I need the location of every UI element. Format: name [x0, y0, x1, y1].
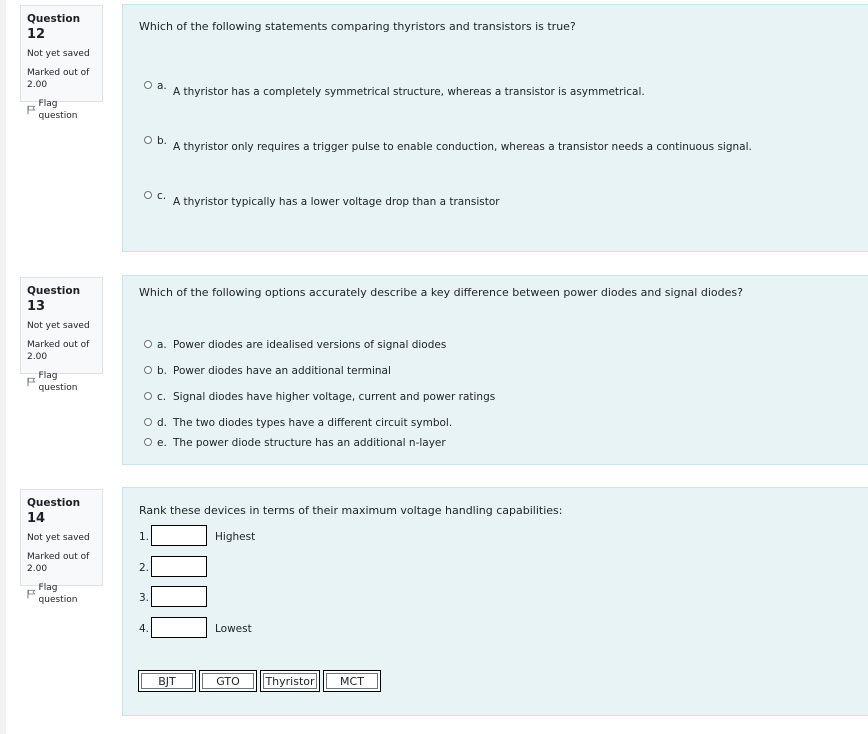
flag-icon — [27, 377, 36, 387]
rank-label-lowest: Lowest — [215, 623, 252, 635]
question-13-state: Not yet saved — [27, 321, 90, 331]
question-13-option-c[interactable]: c. Signal diodes have higher voltage, current and power ratings — [144, 391, 495, 403]
question-13-option-e[interactable]: e. The power diode structure has an additional n-layer — [144, 437, 446, 449]
rank-index-1: 1. — [139, 531, 150, 543]
radio-button[interactable] — [144, 81, 152, 89]
question-12-option-c[interactable]: c. A thyristor typically has a lower voltage drop than a transistor — [144, 190, 500, 208]
question-12-option-a[interactable]: a. A thyristor has a completely symmetrical structure, whereas a transistor is asymmetrical. — [144, 80, 645, 98]
question-13-option-a[interactable]: a. Power diodes are idealised versions of signal diodes — [144, 339, 446, 351]
question-14-flag-button[interactable]: Flag question — [27, 582, 96, 606]
question-12-state: Not yet saved — [27, 49, 90, 59]
drag-choice-gto[interactable]: GTO — [199, 670, 257, 692]
question-12-info — [20, 5, 103, 121]
question-12-grade: Marked out of 2.00 — [27, 68, 90, 90]
question-14-text: Rank these devices in terms of their maximum voltage handling capabilities: — [139, 504, 563, 517]
question-14-number: Question 14 — [27, 497, 81, 526]
drag-choice-bjt[interactable]: BJT — [138, 670, 196, 692]
radio-button[interactable] — [144, 366, 152, 374]
question-13-info — [20, 277, 103, 393]
question-13-number: Question 13 — [27, 285, 81, 314]
question-13-flag-button[interactable]: Flag question — [27, 370, 96, 394]
page-left-rule — [0, 0, 6, 734]
question-12-flag-button[interactable]: Flag question — [27, 98, 96, 122]
rank-index-4: 4. — [139, 623, 150, 635]
question-13-text: Which of the following options accurately describe a key difference between power diodes and signal diodes? — [139, 286, 743, 299]
question-12-content — [122, 4, 868, 252]
radio-button[interactable] — [144, 191, 152, 199]
rank-drop-zone-1[interactable] — [151, 525, 207, 546]
rank-index-3: 3. — [139, 592, 150, 604]
question-14-info — [20, 489, 103, 605]
radio-button[interactable] — [144, 418, 152, 426]
flag-icon — [27, 589, 36, 599]
radio-button[interactable] — [144, 340, 152, 348]
rank-drop-zone-4[interactable] — [151, 617, 207, 638]
drag-choice-thyristor[interactable]: Thyristor — [260, 670, 320, 692]
rank-index-2: 2. — [139, 562, 150, 574]
question-13-grade: Marked out of 2.00 — [27, 340, 90, 362]
question-14-state: Not yet saved — [27, 533, 90, 543]
radio-button[interactable] — [144, 438, 152, 446]
radio-button[interactable] — [144, 136, 152, 144]
drag-choice-mct[interactable]: MCT — [323, 670, 381, 692]
radio-button[interactable] — [144, 392, 152, 400]
question-13-option-b[interactable]: b. Power diodes have an additional terminal — [144, 365, 391, 377]
flag-icon — [27, 105, 36, 115]
rank-drop-zone-3[interactable] — [151, 586, 207, 607]
rank-drop-zone-2[interactable] — [151, 556, 207, 577]
question-12-number: Question 12 — [27, 13, 81, 42]
rank-label-highest: Highest — [215, 531, 256, 543]
question-14-grade: Marked out of 2.00 — [27, 552, 90, 574]
question-12-text: Which of the following statements comparing thyristors and transistors is true? — [139, 20, 576, 33]
question-12-option-b[interactable]: b. A thyristor only requires a trigger pulse to enable conduction, whereas a transistor needs a continuous signal. — [144, 135, 752, 153]
question-13-option-d[interactable]: d. The two diodes types have a different circuit symbol. — [144, 417, 452, 429]
